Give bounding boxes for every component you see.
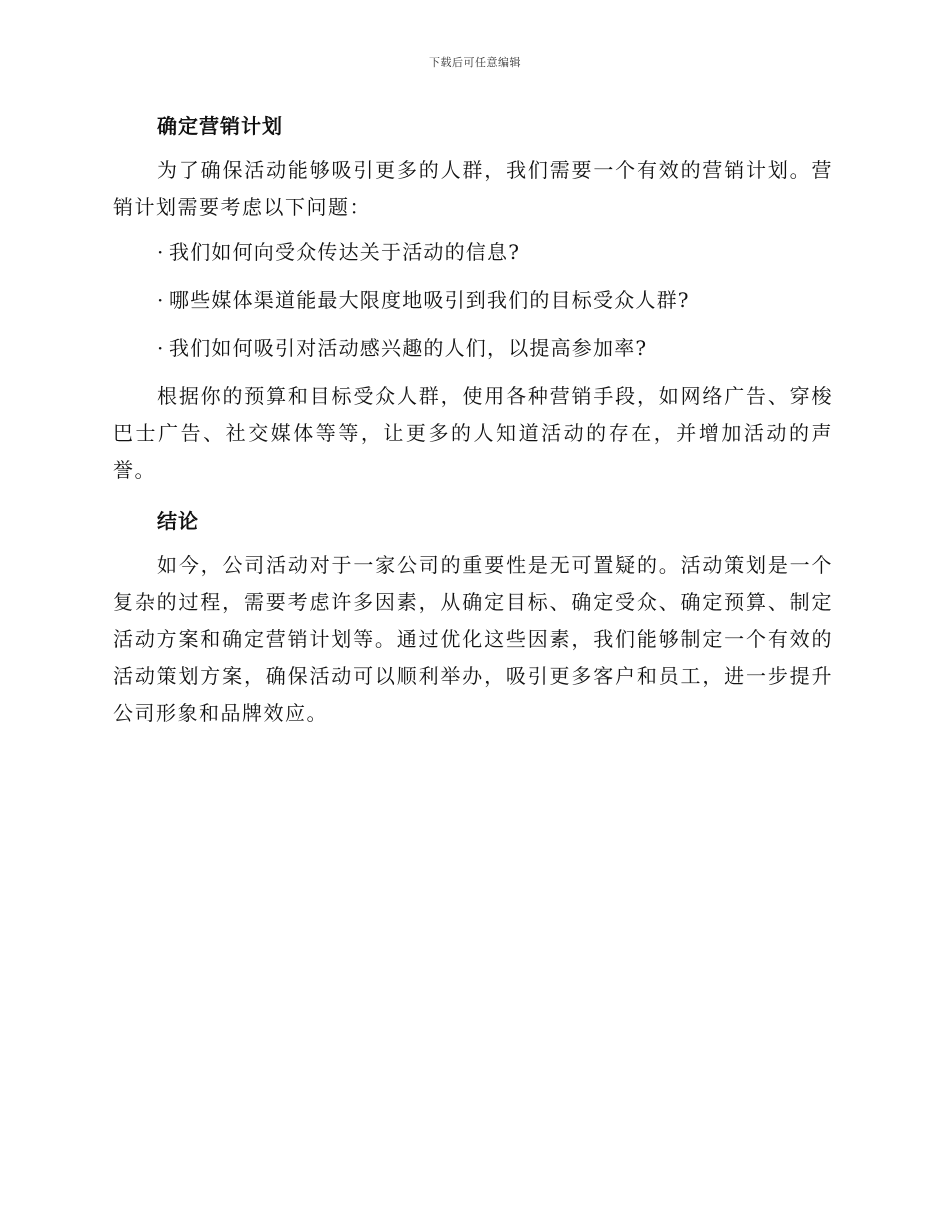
bullet-text: 我们如何吸引对活动感兴趣的人们，以提高参加率? — [169, 336, 648, 360]
bullet-dot: · — [157, 240, 165, 264]
bullet-dot: · — [157, 288, 165, 312]
page-header: 下载后可任意编辑 — [429, 56, 521, 69]
conclusion-body: 如今，公司活动对于一家公司的重要性是无可置疑的。活动策划是一个复杂的过程，需要考虑许多因素，从确定目标、确定受众、确定预算、制定活动方案和确定营销计划等。通过优化这些因素，我们能够制定一个有效的活动策划方案，确保活动可以顺利举办，吸引更多客户和员工，进一步提升公司形象和品牌效应。 — [113, 553, 833, 725]
document-body — [113, 106, 833, 740]
bullet-item — [113, 282, 833, 319]
bullet-text: 哪些媒体渠道能最大限度地吸引到我们的目标受众人群? — [169, 288, 690, 312]
bullet-dot: · — [157, 336, 165, 360]
section-heading-marketing-plan: 确定营销计划 — [157, 114, 283, 138]
bullet-item — [113, 234, 833, 271]
bullet-text: 我们如何向受众传达关于活动的信息? — [169, 240, 521, 264]
marketing-plan-closing: 根据你的预算和目标受众人群，使用各种营销手段，如网络广告、穿梭巴士广告、社交媒体等等，让更多的人知道活动的存在，并增加活动的声誉。 — [113, 384, 833, 482]
section-heading-conclusion: 结论 — [157, 509, 199, 533]
marketing-plan-intro: 为了确保活动能够吸引更多的人群，我们需要一个有效的营销计划。营销计划需要考虑以下问题： — [113, 158, 833, 219]
bullet-item — [113, 330, 833, 367]
